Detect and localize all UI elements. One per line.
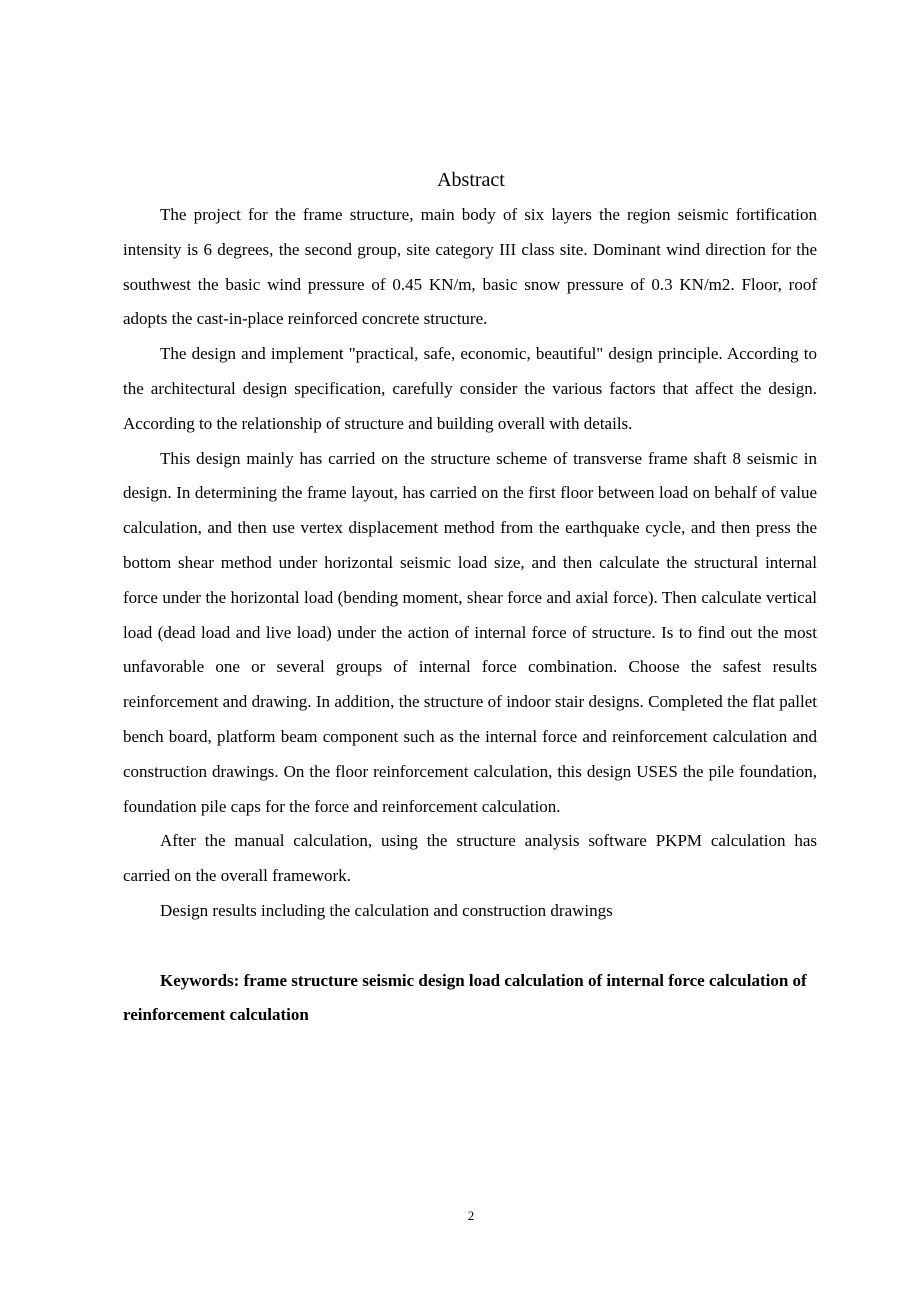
page-number: 2 — [467, 1208, 475, 1223]
abstract-paragraph-1: The project for the frame structure, main body of six layers the region seismic fortification intensity is 6 degrees, the second group, site category III class site. Dominant wind direction for the southwest the basic wind pressure of 0.45 KN/m, basic snow pressure of 0.3 KN/m2. Floor, roof adopts the cast-in-place reinforced concrete structure. — [123, 205, 817, 329]
abstract-paragraph-2: The design and implement "practical, safe, economic, beautiful" design principle. According to the architectural design specification, carefully consider the various factors that affect the design. According to the relationship of structure and building overall with details. — [123, 344, 817, 433]
keywords-paragraph: Keywords: frame structure seismic design load calculation of internal force calculation of reinforcement calculation — [123, 970, 807, 1025]
abstract-body — [123, 198, 817, 1033]
abstract-paragraph-3: This design mainly has carried on the structure scheme of transverse frame shaft 8 seismic in design. In determining the frame layout, has carried on the first floor between load on behalf of value calculation, and then use vertex displacement method from the earthquake cycle, and then press the bottom shear method under horizontal seismic load size, and then calculate the structural internal force under the horizontal load (bending moment, shear force and axial force). Then calculate vertical load (dead load and live load) under the action of internal force of structure. Is to find out the most unfavorable one or several groups of internal force combination. Choose the safest results reinforcement and drawing. In addition, the structure of indoor stair designs. Completed the flat pallet bench board, platform beam component such as the internal force and reinforcement calculation and construction drawings. On the floor reinforcement calculation, this design USES the pile foundation, foundation pile caps for the force and reinforcement calculation. — [123, 448, 817, 816]
abstract-paragraph-5: Design results including the calculation and construction drawings — [160, 900, 613, 920]
abstract-paragraph-4: After the manual calculation, using the structure analysis software PKPM calculation has carried on the overall framework. — [123, 831, 817, 886]
abstract-title: Abstract — [437, 169, 505, 191]
